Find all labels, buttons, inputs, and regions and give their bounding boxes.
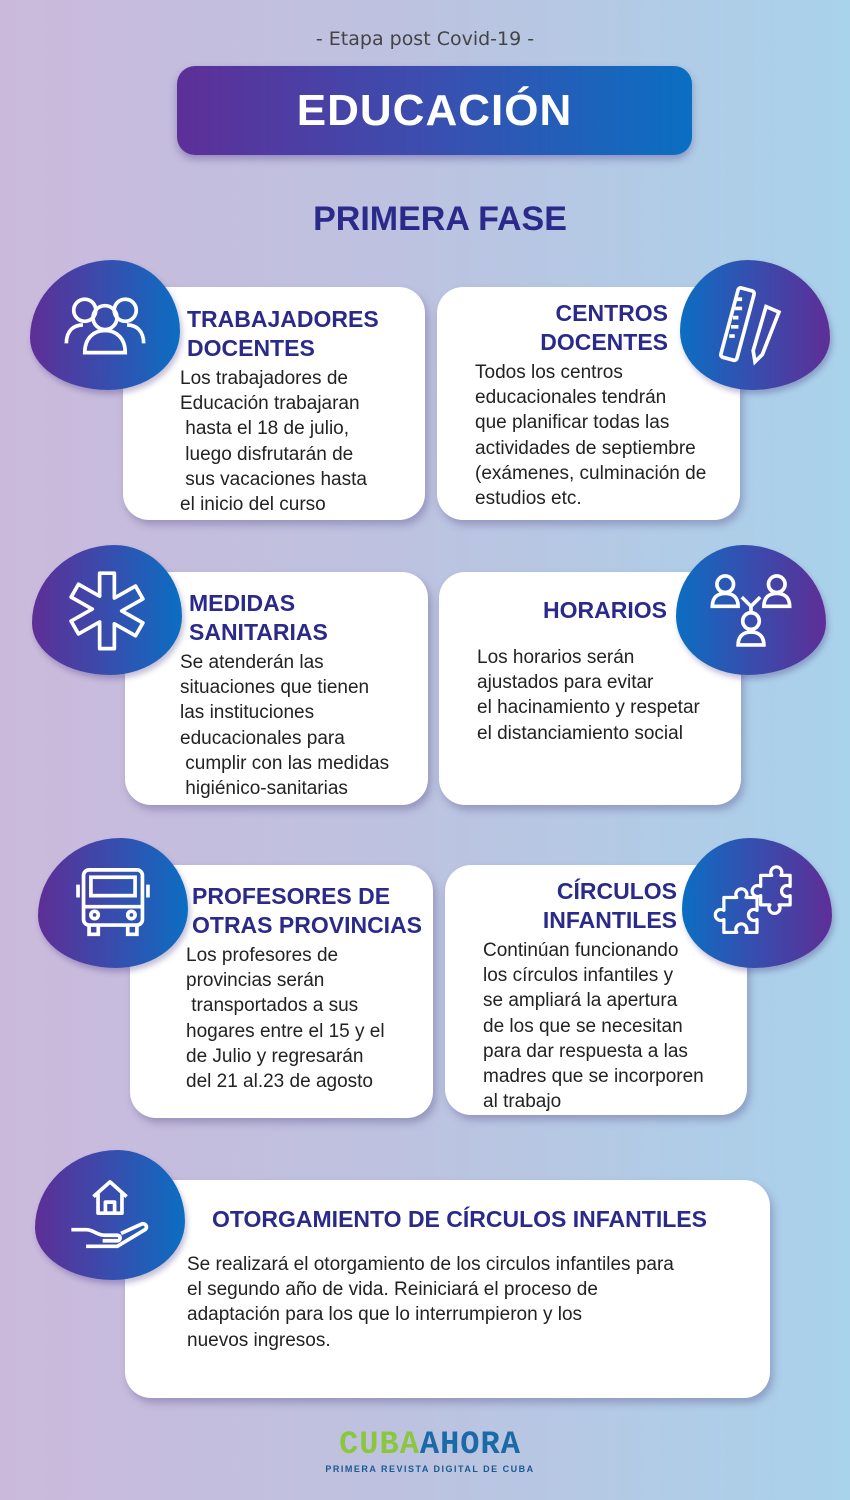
logo-part2: AHORA	[419, 1426, 521, 1463]
card-text: Los horarios serán ajustados para evitar el hacinamiento y respetar el distanciamiento social	[477, 647, 700, 744]
page-title: EDUCACIÓN	[296, 85, 573, 135]
card-title: PROFESORES DE OTRAS PROVINCIAS	[192, 883, 423, 938]
title-banner	[177, 66, 692, 155]
logo-tagline: PRIMERA REVISTA DIGITAL DE CUBA	[325, 1464, 535, 1474]
subtitle: - Etapa post Covid-19 -	[315, 28, 535, 50]
card-title: CENTROS DOCENTES	[540, 300, 668, 355]
card-otorgamiento	[125, 1180, 770, 1398]
card-text: Los profesores de provincias serán transportados a sus hogares entre el 15 y el de Julio y regresarán del 21 al.23 de agosto	[186, 945, 385, 1093]
people-network-icon	[676, 545, 826, 675]
card-text: Continúan funcionando los círculos infantiles y se ampliará la apertura de los que se necesitan para dar respuesta a las madres que se incorporen al trabajo	[483, 940, 704, 1113]
card-text: Se realizará el otorgamiento de los circulos infantiles para el segundo año de vida. Reiniciará el proceso de adaptación para los que lo interrumpieron y los nuevos ingresos.	[187, 1254, 674, 1351]
card-text: Se atenderán las situaciones que tienen las instituciones educacionales para cumplir con las medidas higiénico-sanitarias	[180, 652, 390, 800]
medical-star-icon	[32, 545, 182, 675]
phase-heading: PRIMERA FASE	[313, 200, 567, 238]
card-title: TRABAJADORES DOCENTES	[187, 306, 379, 361]
card-title: CÍRCULOS INFANTILES	[542, 878, 677, 933]
hand-house-icon	[35, 1150, 185, 1280]
card-title: MEDIDAS SANITARIAS	[189, 590, 328, 645]
ruler-pencil-icon	[680, 260, 830, 390]
card-text: Todos los centros educacionales tendrán que planificar todas las actividades de septiembre (exámenes, culminación de estudios etc.	[475, 362, 707, 510]
card-text: Los trabajadores de Educación trabajaran hasta el 18 de julio, luego disfrutarán de sus vacaciones hasta el inicio del curso	[180, 368, 367, 516]
bus-icon	[38, 838, 188, 968]
logo-part1: CUBA	[339, 1426, 420, 1463]
cubahora-logo	[0, 1428, 850, 1475]
puzzle-icon	[682, 838, 832, 968]
card-title: OTORGAMIENTO DE CÍRCULOS INFANTILES	[212, 1206, 707, 1232]
card-title: HORARIOS	[543, 597, 667, 623]
people-group-icon	[30, 260, 180, 390]
